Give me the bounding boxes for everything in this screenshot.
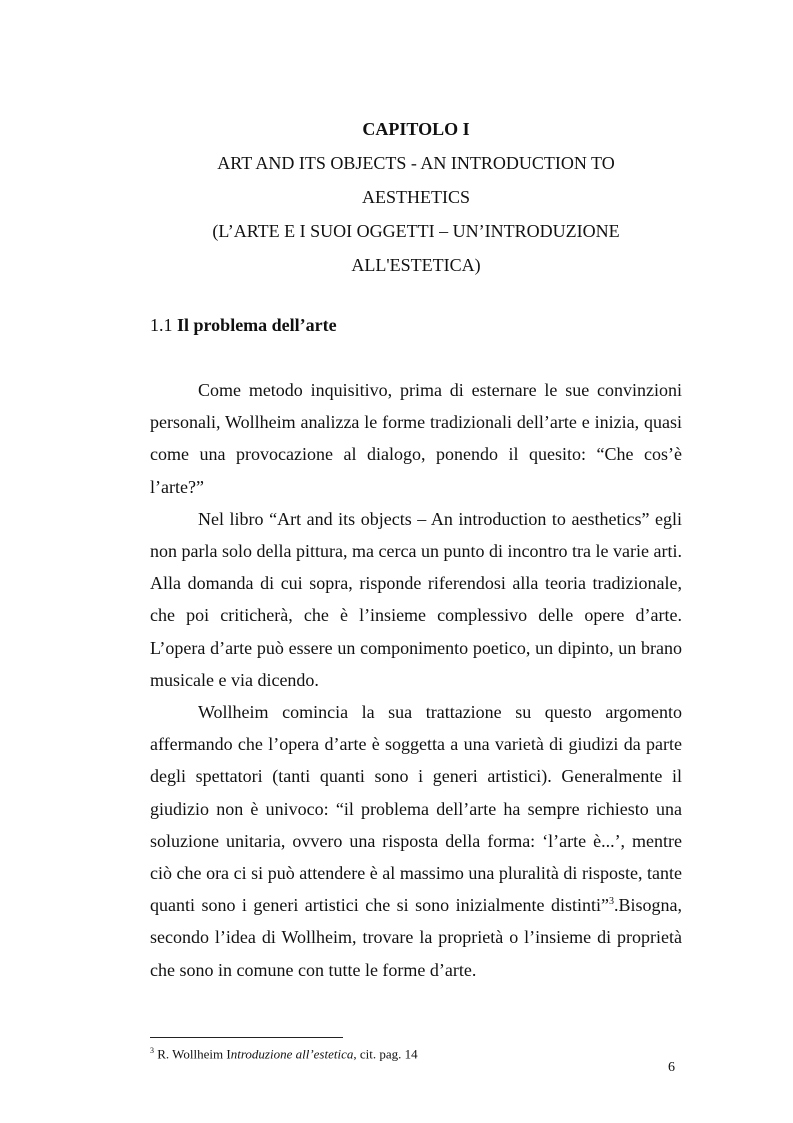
footnote-divider: [150, 1037, 343, 1038]
paragraph-1: Come metodo inquisitivo, prima di esternare le sue convinzioni personali, Wollheim analizza le forme tradizionali dell’arte e inizia, quasi come una provocazione al dialogo, ponendo il quesito: “Che cos’è l’arte?”: [150, 380, 682, 497]
paragraph-3: [150, 696, 682, 986]
footnote-reference: 3: [608, 896, 614, 908]
footnote-citation: , cit. pag. 14: [353, 1046, 418, 1062]
section-name: Il problema dell’arte: [177, 315, 337, 335]
footnote-book-title: ntroduzione all’estetica: [230, 1046, 354, 1062]
chapter-title-line-2: AESTHETICS: [362, 187, 470, 207]
section-title: [150, 308, 337, 342]
chapter-title-line-1: ART AND ITS OBJECTS - AN INTRODUCTION TO: [217, 153, 615, 173]
footnote: [150, 1043, 418, 1062]
section-number: 1.1: [150, 315, 173, 335]
page-number: 6: [668, 1060, 675, 1075]
chapter-subtitle-line-2: ALL'ESTETICA): [351, 255, 481, 275]
paragraph-3-text-after: .Bisogna, secondo l’idea di Wollheim, trovare la proprietà o l’insieme di proprietà che sono in comune con tutte le forme d’arte.: [150, 895, 682, 980]
chapter-heading: [150, 112, 682, 282]
footnote-number: 3: [150, 1046, 154, 1055]
paragraph-3-text-before: Wollheim comincia la sua trattazione su questo argomento affermando che l’opera d’arte è soggetta a una varietà di giudizi da parte degli spettatori (tanti quanti sono i generi artistici). Generalmente il giudizio non è univoco: “il problema dell’arte ha sempre richiesto una soluzione unitaria, ovvero una risposta della forma: ‘l’arte è...’, mentre ciò che ora ci si può attendere è al massimo una pluralità di risposte, tante quanti sono i generi artistici che si sono inizialmente distinti”: [150, 702, 682, 916]
paragraph-2: Nel libro “Art and its objects – An introduction to aesthetics” egli non parla solo della pittura, ma cerca un punto di incontro tra le varie arti. Alla domanda di cui sopra, risponde riferendosi alla teoria tradizionale, che poi criticherà, che è l’insieme complessivo delle opere d’arte. L’opera d’arte può essere un componimento poetico, un dipinto, un brano musicale e via dicendo.: [150, 508, 682, 690]
chapter-subtitle-line-1: (L’ARTE E I SUOI OGGETTI – UN’INTRODUZIONE: [212, 221, 620, 241]
chapter-number: CAPITOLO I: [362, 119, 470, 139]
footnote-author: R. Wollheim I: [154, 1046, 231, 1062]
body-text: [150, 374, 682, 986]
